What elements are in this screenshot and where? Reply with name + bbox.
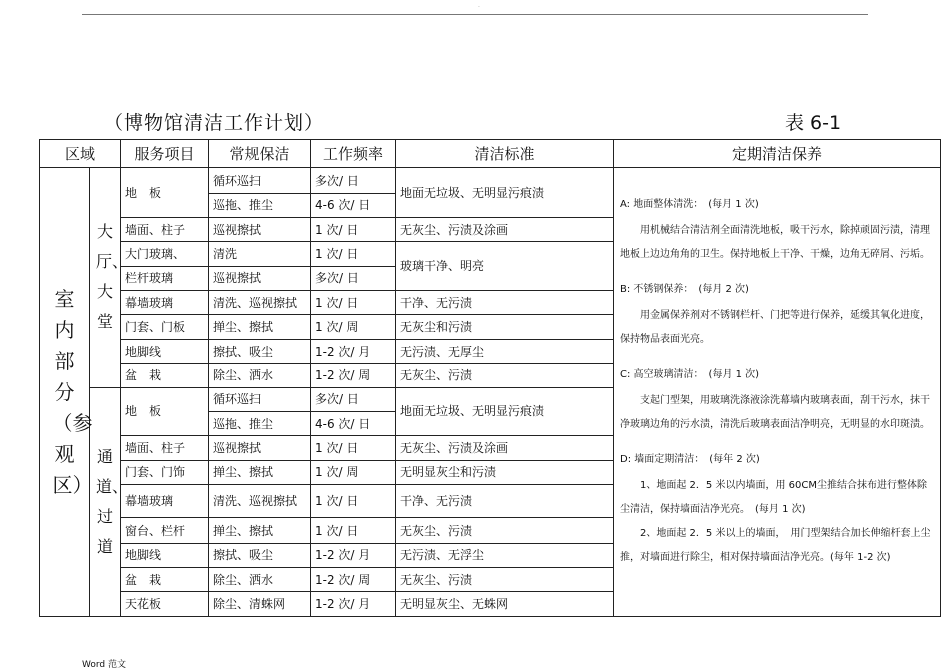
header-routine: 常规保洁 [209,140,311,168]
frequency-cell: 1 次/ 日 [311,518,396,543]
maintenance-text: 用金属保养剂对不锈钢栏杆、门把等进行保养，延缓其氧化进度，保持物品表面光亮。 [620,310,931,346]
header-frequency: 工作频率 [311,140,396,168]
service-item-cell: 大门玻璃、 [121,242,209,266]
standard-cell: 无灰尘、污渍及涂画 [396,218,614,242]
maintenance-text: 1、地面起 2．5 米以内墙面，用 60CM尘推结合抹布进行整体除尘清洁，保持墙面洁净光亮。 (每月 1 次) [620,480,927,516]
routine-cell: 除尘、洒水 [209,568,311,592]
service-item-cell: 盆 栽 [121,568,209,592]
frequency-cell: 1-2 次/ 周 [311,364,396,387]
routine-cell: 擦拭、吸尘 [209,543,311,567]
header-row [40,140,941,168]
standard-cell: 干净、无污渍 [396,291,614,315]
maintenance-text: 2、地面起 2．5 米以上的墙面， 用门型架结合加长伸缩杆套上尘推，对墙面进行除尘，相对保持墙面洁净光亮。(每年 1-2 次) [620,528,931,564]
standard-cell: 无明显灰尘和污渍 [396,460,614,484]
frequency-cell: 1 次/ 日 [311,242,396,266]
frequency-cell: 多次/ 日 [311,168,396,193]
frequency-cell: 1 次/ 周 [311,460,396,484]
routine-cell: 巡视擦拭 [209,436,311,460]
frequency-cell: 1-2 次/ 月 [311,592,396,617]
table-row [40,168,941,193]
routine-cell: 掸尘、擦拭 [209,518,311,543]
routine-cell: 巡视擦拭 [209,218,311,242]
routine-cell: 巡拖、推尘 [209,411,311,435]
routine-cell: 除尘、洒水 [209,364,311,387]
maintenance-heading: A: 地面整体清洗： (每月 1 次) [620,199,759,211]
frequency-cell: 1 次/ 日 [311,291,396,315]
frequency-cell: 1 次/ 周 [311,315,396,339]
routine-cell: 循环巡扫 [209,387,311,411]
maintenance-cell [614,168,941,617]
service-item-cell: 盆 栽 [121,364,209,387]
standard-cell: 地面无垃圾、无明显污痕渍 [396,168,614,218]
service-item-cell: 窗台、栏杆 [121,518,209,543]
routine-cell: 擦拭、吸尘 [209,339,311,363]
service-item-cell: 幕墙玻璃 [121,484,209,517]
frequency-cell: 1 次/ 日 [311,484,396,517]
standard-cell: 无灰尘、污渍及涂画 [396,436,614,460]
header-service-item: 服务项目 [121,140,209,168]
service-item-cell: 门套、门板 [121,315,209,339]
header-dot: · [478,4,480,11]
frequency-cell: 1 次/ 日 [311,218,396,242]
routine-cell: 掸尘、擦拭 [209,460,311,484]
routine-cell: 巡视擦拭 [209,266,311,290]
routine-cell: 除尘、清蛛网 [209,592,311,617]
frequency-cell: 4-6 次/ 日 [311,411,396,435]
zone-label: 室内部分（参观区） [52,286,93,497]
service-item-cell: 天花板 [121,592,209,617]
maintenance-text: 支起门型架，用玻璃洗涤液涂洗幕墙内玻璃表面，刮干污水，抹干净玻璃边角的污水渍，清洗后玻璃表面洁净明亮，无明显的水印斑渍。 [620,395,931,431]
section-cell [90,387,129,617]
header-standard: 清洁标准 [396,140,614,168]
standard-cell: 无污渍、无厚尘 [396,339,614,363]
frequency-cell: 1 次/ 日 [311,436,396,460]
standard-cell: 无灰尘和污渍 [396,315,614,339]
service-item-cell: 地脚线 [121,339,209,363]
section-cell [90,168,129,387]
table-number: 表 6-1 [785,112,842,134]
zone-cell [40,168,93,617]
cleaning-plan-table [39,139,941,617]
maintenance-heading: D: 墙面定期清洁： (每年 2 次) [620,454,760,466]
service-item-cell: 门套、门饰 [121,460,209,484]
frequency-cell: 1-2 次/ 月 [311,543,396,567]
service-item-cell: 幕墙玻璃 [121,291,209,315]
standard-cell: 玻璃干净、明亮 [396,242,614,291]
document-title: （博物馆清洁工作计划） [104,112,325,134]
section-label: 大厅、大堂 [96,222,129,332]
frequency-cell: 1-2 次/ 周 [311,568,396,592]
routine-cell: 清洗 [209,242,311,266]
standard-cell: 无灰尘、污渍 [396,568,614,592]
service-item-cell: 墙面、柱子 [121,218,209,242]
maintenance-heading: B: 不锈钢保养： (每月 2 次) [620,284,749,296]
header-zone: 区域 [40,140,121,168]
maintenance-heading: C: 高空玻璃清洁： (每月 1 次) [620,369,760,381]
standard-cell: 无明显灰尘、无蛛网 [396,592,614,617]
service-item-cell: 栏杆玻璃 [121,266,209,290]
section-label: 通道、过道 [96,446,129,556]
routine-cell: 循环巡扫 [209,168,311,193]
service-item-cell: 地 板 [121,387,209,436]
routine-cell: 巡拖、推尘 [209,193,311,217]
frequency-cell: 4-6 次/ 日 [311,193,396,217]
standard-cell: 无污渍、无浮尘 [396,543,614,567]
service-item-cell: 地 板 [121,168,209,218]
maintenance-text: 用机械结合清洁剂全面清洗地板，吸干污水，除掉顽固污渍，清理地板上边边角角的卫生。保持地板上干净、干燥，边角无碎屑、污垢。 [620,225,931,261]
service-item-cell: 地脚线 [121,543,209,567]
routine-cell: 清洗、巡视擦拭 [209,484,311,517]
standard-cell: 无灰尘、污渍 [396,364,614,387]
footer-text: Word 范文 [82,660,126,670]
frequency-cell: 多次/ 日 [311,266,396,290]
routine-cell: 清洗、巡视擦拭 [209,291,311,315]
standard-cell: 地面无垃圾、无明显污痕渍 [396,387,614,436]
header-rule [82,14,868,15]
header-maintenance: 定期清洁保养 [614,140,941,168]
service-item-cell: 墙面、柱子 [121,436,209,460]
frequency-cell: 多次/ 日 [311,387,396,411]
frequency-cell: 1-2 次/ 月 [311,339,396,363]
standard-cell: 无灰尘、污渍 [396,518,614,543]
standard-cell: 干净、无污渍 [396,484,614,517]
routine-cell: 掸尘、擦拭 [209,315,311,339]
